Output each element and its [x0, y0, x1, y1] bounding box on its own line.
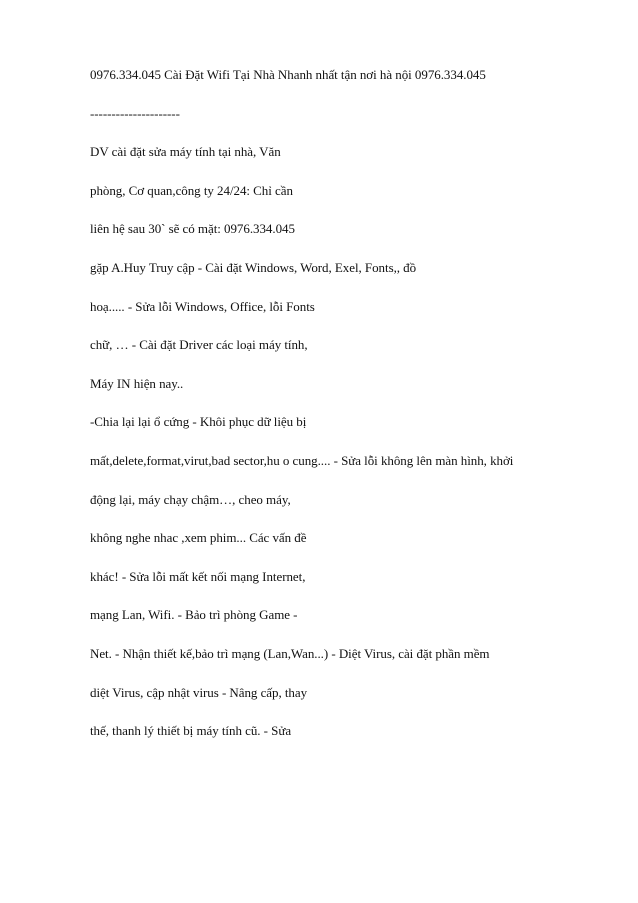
text-line-9: Máy IN hiện nay..	[90, 375, 184, 391]
text-line-17: diệt Virus, cập nhật virus - Nâng cấp, thay	[90, 684, 308, 700]
text-line-11: mất,delete,format,virut,bad sector,hu o cung.... - Sửa lỗi không lên màn hình, khởi	[90, 452, 514, 468]
text-line-16: Net. - Nhận thiết kế,bảo trì mạng (Lan,Wan...) - Diệt Virus, cài đặt phần mềm	[90, 645, 490, 661]
text-line-13: không nghe nhac ,xem phim... Các vấn đề	[90, 530, 307, 546]
text-line-5: liên hệ sau 30` sẽ có mặt: 0976.334.045	[90, 221, 295, 237]
document-body	[90, 67, 610, 762]
text-line-15: mạng Lan, Wifi. - Bảo trì phòng Game -	[90, 607, 298, 623]
text-line-3: DV cài đặt sửa máy tính tại nhà, Văn	[90, 144, 281, 160]
separator-line: ---------------------	[90, 105, 180, 121]
text-line-8: chữ, … - Cài đặt Driver các loại máy tính,	[90, 337, 308, 353]
text-line-1: 0976.334.045 Cài Đặt Wifi Tại Nhà Nhanh nhất tận nơi hà nội 0976.334.045	[90, 67, 486, 82]
text-line-10: -Chia lại lại ổ cứng - Khôi phục dữ liệu bị	[90, 414, 307, 430]
text-line-18: thế, thanh lý thiết bị máy tính cũ. - Sửa	[90, 723, 292, 739]
text-line-7: hoạ..... - Sửa lỗi Windows, Office, lỗi Fonts	[90, 298, 315, 314]
text-line-12: động lại, máy chạy chậm…, cheo máy,	[90, 491, 291, 507]
text-line-4: phòng, Cơ quan,công ty 24/24: Chỉ cần	[90, 182, 293, 198]
text-line-6: gặp A.Huy Truy cập - Cài đặt Windows, Word, Exel, Fonts,, đồ	[90, 259, 417, 275]
text-line-14: khác! - Sửa lỗi mất kết nối mạng Internet,	[90, 568, 306, 584]
